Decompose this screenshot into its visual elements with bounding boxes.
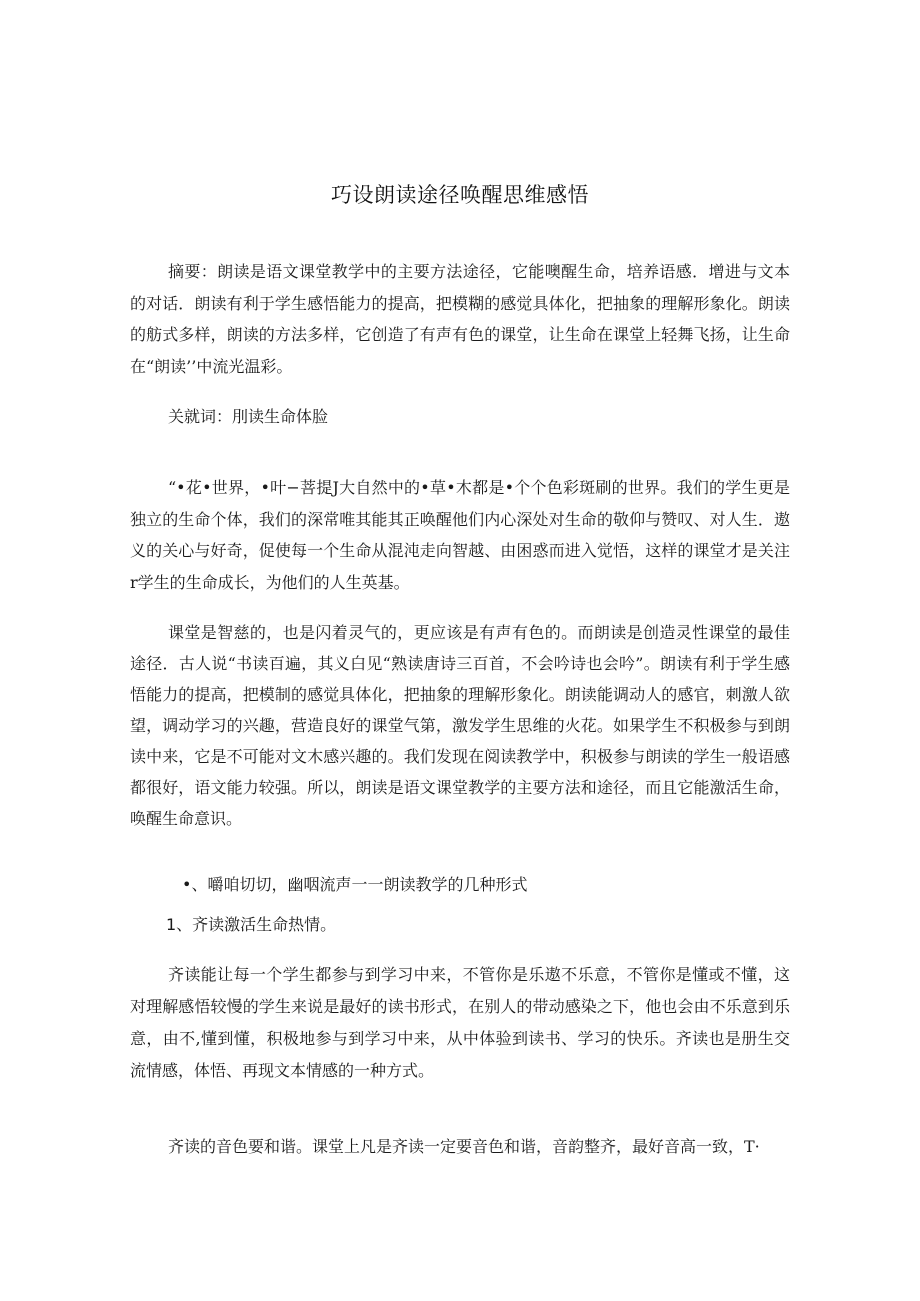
body-paragraph-unison: 齐读能让每一个学生都参与到学习中来，不管你是乐遨不乐意，不管你是懂或不懂，这对理解感悟较慢的学生来说是最好的读书形式，在别人的带动感染之下，他也会由不乐意到乐意，由不,懂到懂，积极地参与到学习中来，从中体验到读书、学习的快乐。齐读也是册生交流情感，体悟、再现文本情感的一种方式。 <box>130 965 790 1080</box>
section-heading: •、嚼咱切切，幽咽流声一一朗读教学的几种形式 <box>182 875 528 894</box>
body-paragraph-classroom: 课堂是智慈的，也是闪着灵气的，更应该是有声有色的。而朗读是创造灵性课堂的最佳途径．古人说“书读百遍，其义白见“熟读唐诗三百首，不会吟诗也会吟”。朗读有利于学生感悟能力的提高，把模制的感觉具体化，把抽象的理解形象化。朗读能调动人的感官，刺激人欲望，调动学习的兴趣，营造良好的课堂气第，激发学生思维的火花。如果学生不积极参与到朗读中来，它是不可能对文木感兴趣的。我们发现在阅读教学中，积极参与朗读的学生一般语感都很好，语文能力较强。所以，朗读是语文课堂教学的主要方法和途径，而且它能激活生命，唤醒生命意识。 <box>130 623 790 828</box>
keywords-line: 关就词：刖读生命体脸 <box>168 407 329 426</box>
abstract-paragraph: 摘要：朗读是语文课堂教学中的主要方法途径，它能噢醒生命，培养语感．增进与文本的对话．朗读有利于学生感悟能力的提高，把模糊的感觉具体化，把抽象的理解形象化。朗读的舫式多样，朗读的方法多样，它创造了有声有色的课堂，让生命在课堂上轻舞飞扬，让生命在“朗读’’中流光温彩。 <box>130 262 790 376</box>
document-title: 巧设朗读途径唤醒思维感悟 <box>331 183 589 207</box>
subsection-heading: 1、齐读激活生命热情。 <box>166 915 337 934</box>
body-paragraph-world: “•花•世界，•叶−菩提J大自然中的•草•木都是•个个色彩斑刷的世界。我们的学生更是独立的生命个体，我们的深常唯其能其正唤醒他们内心深处对生命的敬仰与赞叹、对人生．遨义的关心与好奇，促使每一个生命从混沌走向智越、由困惑而进入觉悟，这样的课堂才是关注r学生的生命成长，为他们的人生英基。 <box>130 478 790 592</box>
body-paragraph-tone: 齐读的音色要和谐。课堂上凡是齐读一定要音色和谐，音韵整齐，最好音高一致，T· <box>168 1137 760 1156</box>
